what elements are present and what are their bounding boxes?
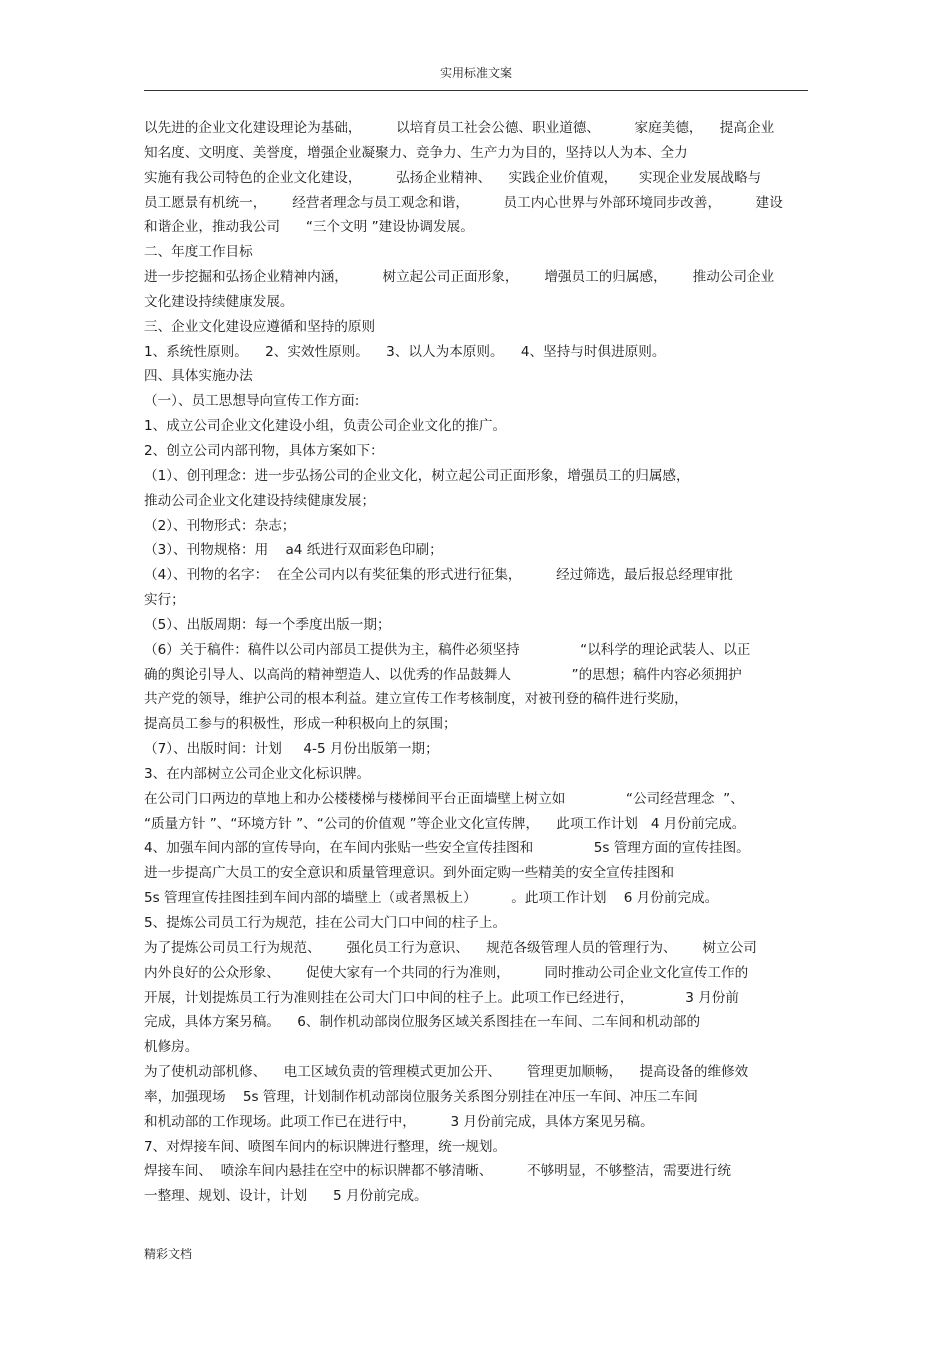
text-line: 在公司门口两边的草地上和办公楼楼梯与楼梯间平台正面墙壁上树立如 “公司经营理念 ”、: [144, 790, 744, 807]
text-line: 开展，计划提炼员工行为准则挂在公司大门口中间的柱子上。此项工作已经进行， 3 月份前: [144, 989, 739, 1006]
text-line: （3）、刊物规格：用 a4 纸进行双面彩色印刷；: [144, 542, 443, 559]
text-line: 提高员工参与的积极性，形成一种积极向上的氛围；: [144, 716, 457, 733]
text-line: 以先进的企业文化建设理论为基础， 以培育员工社会公德、职业道德、 家庭美德， 提高企业: [144, 120, 775, 136]
text-line: 共产党的领导，维护公司的根本利益。建立宣传工作考核制度，对被刊登的稿件进行奖励，: [144, 691, 688, 708]
text-line: 三、企业文化建设应遵循和坚持的原则: [144, 318, 376, 335]
text-line: 推动公司企业文化建设持续健康发展；: [144, 492, 376, 509]
header-divider: [144, 90, 808, 91]
text-line: （6）关于稿件：稿件以公司内部员工提供为主，稿件必须坚持 “以科学的理论武装人、以正: [144, 641, 751, 658]
text-line: 一整理、规划、设计，计划 5 月份前完成。: [144, 1188, 428, 1205]
text-line: （一）、员工思想导向宣传工作方面:: [144, 393, 360, 410]
text-line: 内外良好的公众形象、 促使大家有一个共同的行为准则， 同时推动公司企业文化宣传工作的: [144, 964, 749, 981]
text-line: 7、对焊接车间、喷图车间内的标识牌进行整理，统一规划。: [144, 1138, 507, 1155]
page-header: 实用标准文案: [439, 66, 512, 80]
text-line: 四、具体实施办法: [144, 368, 253, 385]
text-line: 1、成立公司企业文化建设小组，负责公司企业文化的推广。: [144, 418, 507, 435]
text-line: （2）、刊物形式：杂志；: [144, 517, 296, 534]
text-line: 2、创立公司内部刊物，具体方案如下：: [144, 442, 384, 459]
text-line: 实施有我公司特色的企业文化建设， 弘扬企业精神、 实践企业价值观， 实现企业发展战略与: [144, 169, 762, 186]
text-line: 焊接车间、 喷涂车间内悬挂在空中的标识牌都不够清晰、 不够明显，不够整洁，需要进行统: [144, 1163, 731, 1180]
text-line: （4）、刊物的名字： 在全公司内以有奖征集的形式进行征集， 经过筛选，最后报总经理审批: [144, 567, 733, 584]
text-line: 完成，具体方案另稿。 6、制作机动部岗位服务区域关系图挂在一车间、二车间和机动部的: [144, 1014, 701, 1031]
text-line: “质量方针 ”、“环境方针 ”、“公司的价值观 ”等企业文化宣传牌， 此项工作计划 4 月份前完成。: [144, 815, 746, 832]
text-line: （5）、出版周期：每一个季度出版一期；: [144, 616, 391, 633]
text-line: 二、年度工作目标: [144, 244, 253, 261]
text-line: 进一步提高广大员工的安全意识和质量管理意识。到外面定购一些精美的安全宣传挂图和: [144, 865, 675, 882]
text-line: 文化建设持续健康发展。: [144, 293, 294, 310]
text-line: 进一步挖掘和弘扬企业精神内涵， 树立起公司正面形象， 增强员工的归属感， 推动公司企业: [144, 269, 775, 286]
text-line: 率，加强现场 5s 管理，计划制作机动部岗位服务关系图分别挂在冲压一车间、冲压二车间: [144, 1088, 698, 1105]
text-line: 4、加强车间内部的宣传导向，在车间内张贴一些安全宣传挂图和 5s 管理方面的宣传挂图。: [144, 840, 750, 857]
text-line: 和谐企业，推动我公司 “三个文明 ”建设协调发展。: [144, 219, 474, 236]
text-line: 实行；: [144, 592, 185, 609]
document-body: [144, 116, 810, 1209]
text-line: （1）、创刊理念：进一步弘扬公司的企业文化，树立起公司正面形象，增强员工的归属感，: [144, 467, 690, 484]
text-line: 知名度、文明度、美誉度，增强企业凝聚力、竞争力、生产力为目的，坚持以人为本、全力: [144, 144, 688, 161]
text-line: 为了提炼公司员工行为规范、 强化员工行为意识、 规范各级管理人员的管理行为、 树立公司: [144, 939, 757, 956]
text-line: 5、提炼公司员工行为规范，挂在公司大门口中间的柱子上。: [144, 915, 507, 931]
text-line: 1、系统性原则。 2、实效性原则。 3、以人为本原则。 4、坚持与时俱进原则。: [144, 343, 666, 360]
text-line: 和机动部的工作现场。此项工作已在进行中， 3 月份前完成，具体方案见另稿。: [144, 1113, 654, 1130]
text-line: 确的舆论引导人、以高尚的精神塑造人、以优秀的作品鼓舞人 ”的思想；稿件内容必须拥护: [144, 666, 742, 683]
text-line: 机修房。: [144, 1039, 199, 1056]
page-footer: 精彩文档: [144, 1247, 193, 1261]
text-line: 3、在内部树立公司企业文化标识牌。: [144, 765, 371, 782]
text-line: 为了使机动部机修、 电工区域负责的管理模式更加公开、 管理更加顺畅， 提高设备的维修效: [144, 1064, 749, 1081]
text-line: （7）、出版时间：计划 4-5 月份出版第一期；: [144, 741, 439, 758]
text-line: 员工愿景有机统一， 经营者理念与员工观念和谐， 员工内心世界与外部环境同步改善， 建设: [144, 194, 783, 211]
text-line: 5s 管理宣传挂图挂到车间内部的墙壁上（或者黑板上） 。此项工作计划 6 月份前完成。: [144, 890, 719, 907]
